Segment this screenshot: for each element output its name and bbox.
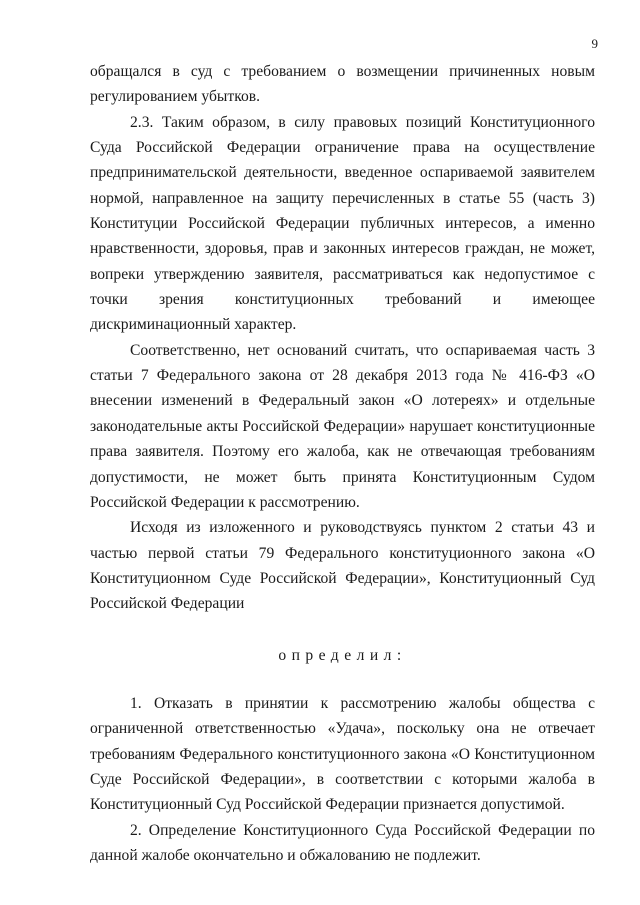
decision-heading: определил: (278, 646, 407, 664)
paragraph-grounds: Исходя из изложенного и руководствуясь пунктом 2 статьи 43 и частью первой статьи 79 Федерального конституционного закона «О Конституционном Суде Российской Федерации», Конституционный Суд Российской Федерации (90, 519, 595, 613)
paragraph-continuation: обращался в суд с требованием о возмещении причиненных новым регулированием убытков. (90, 63, 595, 106)
paragraph-2-3: 2.3. Таким образом, в силу правовых позиций Конституционного Суда Российской Федерации ограничение права на осуществление предпринимательской деятельности, введенное оспариваемой заявителем нормой, направленное на защиту перечисленных в статье 55 (часть 3) Конституции Российской Федерации публичных интересов, а именно нравственности, здоровья, прав и законных интересов граждан, не может, вопреки утверждению заявителя, рассматриваться как недопустимое с точки зрения конституционных требований и имеющее дискриминационный характер. (90, 113, 595, 334)
paragraph-conclusion: Соответственно, нет оснований считать, что оспариваемая часть 3 статьи 7 Федерального закона от 28 декабря 2013 года № 416-ФЗ «О внесении изменений в Федеральный закон «О лотереях» и отдельные законодательные акты Российской Федерации» нарушает конституционные права заявителя. Поэтому его жалоба, как не отвечающая требованиям допустимости, не может быть принята Конституционным Судом Российской Федерации к рассмотрению. (90, 341, 595, 511)
decision-item-2: 2. Определение Конституционного Суда Российской Федерации по данной жалобе окончательно и обжалованию не подлежит. (90, 821, 595, 864)
document-body (90, 59, 595, 868)
decision-item-1: 1. Отказать в принятии к рассмотрению жалобы общества с ограниченной ответственностью «Удача», поскольку она не отвечает требованиям Федерального конституционного закона «О Конституционном Суде Российской Федерации», в соответствии с которыми жалоба в Конституционный Суд Российской Федерации признается допустимой. (90, 694, 595, 814)
page-number: 9 (591, 36, 598, 51)
